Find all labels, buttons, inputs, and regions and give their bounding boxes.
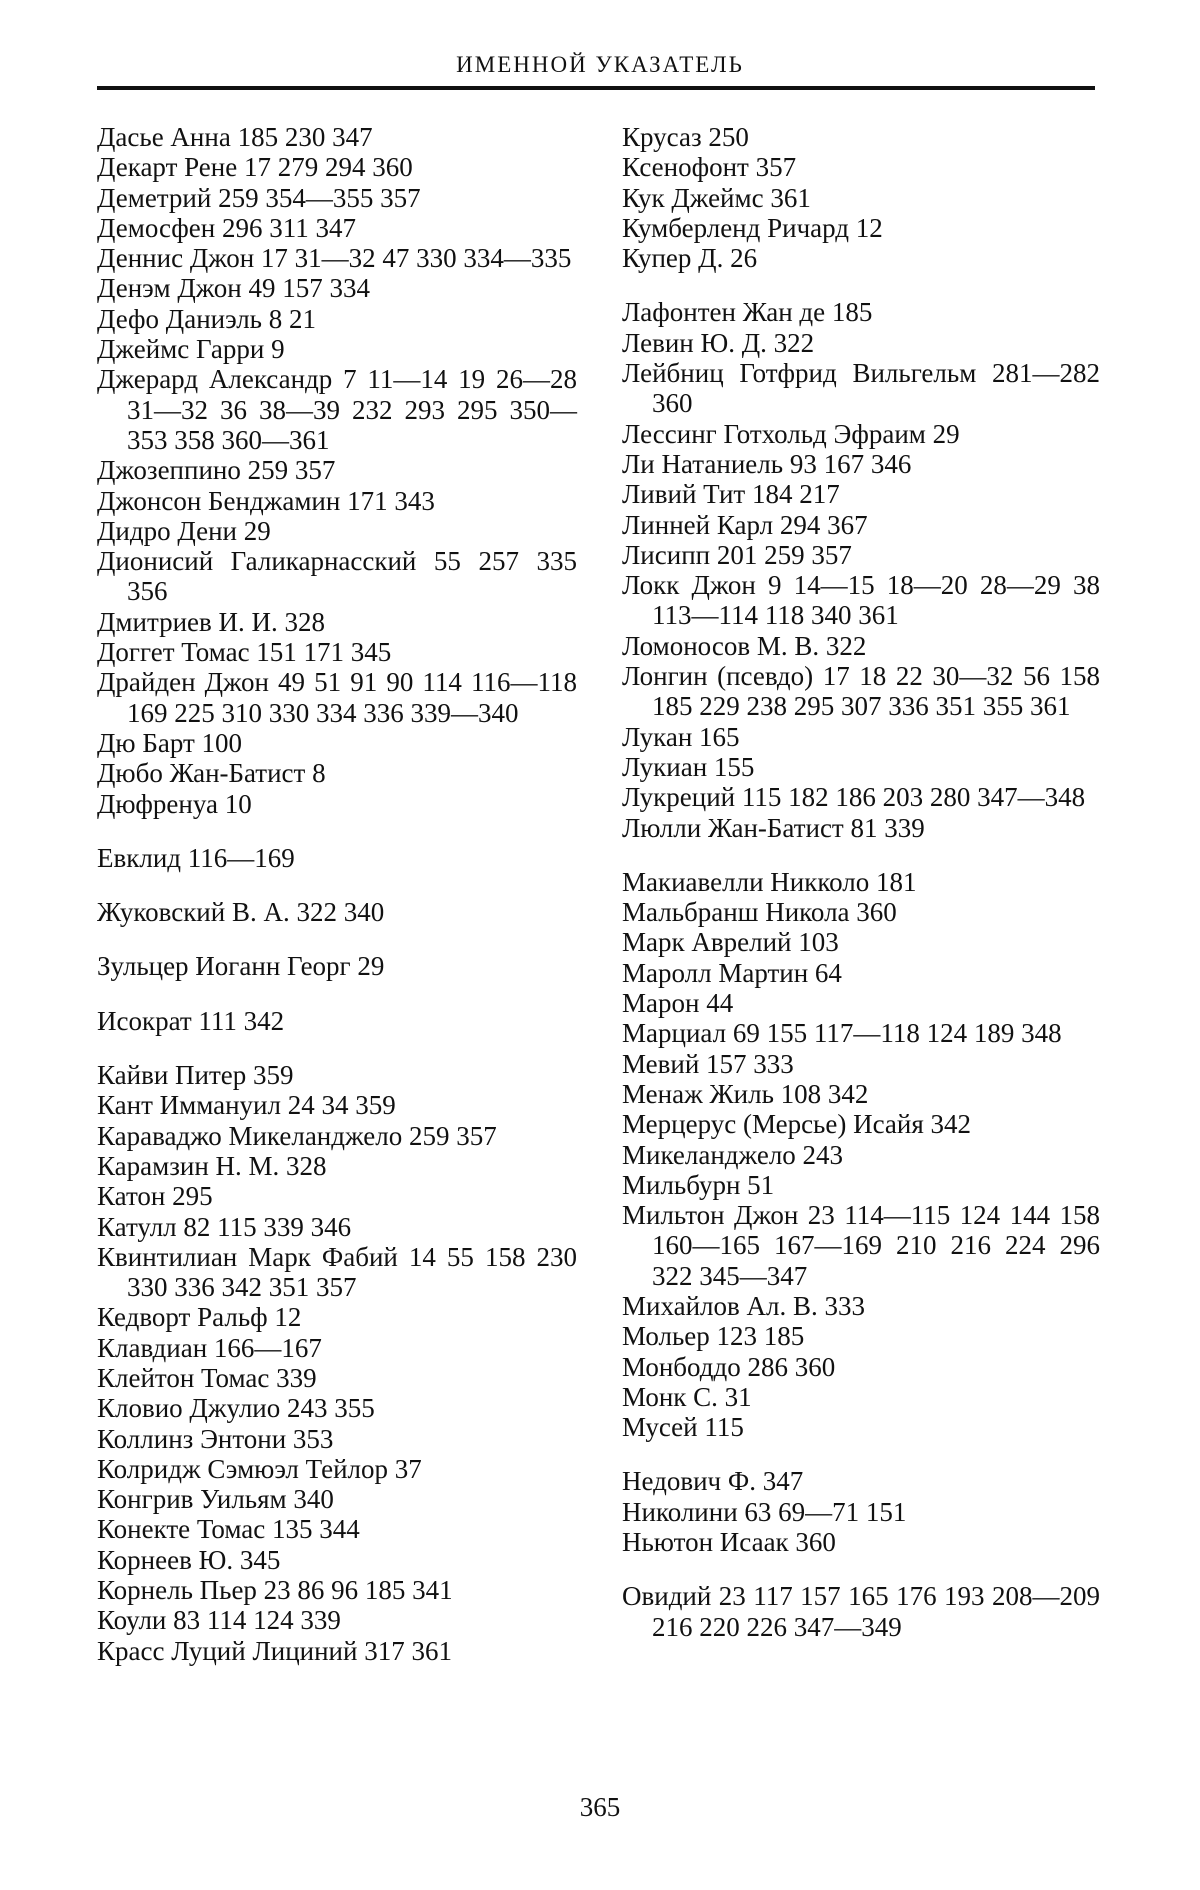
index-entry: Жуковский В. А. 322 340 xyxy=(97,897,385,928)
index-entry: Локк Джон 9 14—15 18—20 28—29 38 113—114 118 340 361 xyxy=(622,570,1100,631)
index-entry: Лафонтен Жан де 185 xyxy=(622,297,873,328)
index-entry: Ломоносов М. В. 322 xyxy=(622,630,867,661)
index-entry: Кедворт Ральф 12 xyxy=(97,1302,302,1333)
index-entry: Клавдиан 166—167 xyxy=(97,1332,322,1363)
index-entry: Дю Барт 100 xyxy=(97,727,243,758)
index-entry: Мильбурн 51 xyxy=(622,1169,775,1200)
index-entry: Джозеппино 259 357 xyxy=(97,455,336,486)
index-entry: Коллинз Энтони 353 xyxy=(97,1423,334,1454)
index-entry: Исократ 111 342 xyxy=(97,1005,285,1036)
index-entry: Монк С. 31 xyxy=(622,1381,752,1412)
page-number: 365 xyxy=(579,1792,621,1822)
index-entry: Менаж Жиль 108 342 xyxy=(622,1078,869,1109)
index-entry: Кловио Джулио 243 355 xyxy=(97,1393,375,1424)
index-entry: Ньютон Исаак 360 xyxy=(622,1527,836,1558)
index-entry: Конекте Томас 135 344 xyxy=(97,1514,360,1545)
index-entry: Недович Ф. 347 xyxy=(622,1466,804,1497)
index-entry: Корнеев Ю. 345 xyxy=(97,1544,281,1575)
index-entry: Кайви Питер 359 xyxy=(97,1060,294,1091)
index-entry: Люлли Жан-Батист 81 339 xyxy=(622,812,925,843)
index-entry: Микеланджело 243 xyxy=(622,1139,844,1170)
index-entry: Дефо Даниэль 8 21 xyxy=(97,303,316,334)
index-entry: Катон 295 xyxy=(97,1181,213,1212)
index-entry: Мильтон Джон 23 114—115 124 144 158 160—165 167—169 210 216 224 296 322 345—347 xyxy=(622,1200,1100,1291)
index-entry: Декарт Рене 17 279 294 360 xyxy=(97,152,413,183)
index-entry: Джерард Александр 7 11—14 19 26—28 31—32 36 38—39 232 293 295 350—353 358 360—361 xyxy=(97,364,577,455)
index-entry: Колридж Сэмюэл Тейлор 37 xyxy=(97,1453,422,1484)
index-entry: Красс Луций Лициний 317 361 xyxy=(97,1635,452,1666)
index-entry: Деметрий 259 354—355 357 xyxy=(97,182,421,213)
index-entry: Денэм Джон 49 157 334 xyxy=(97,273,370,304)
index-entry: Мерцерус (Мерсье) Исайя 342 xyxy=(622,1109,972,1140)
index-entry: Доггет Томас 151 171 345 xyxy=(97,637,392,668)
index-entry: Марциал 69 155 117—118 124 189 348 xyxy=(622,1018,1062,1049)
index-entry: Дмитриев И. И. 328 xyxy=(97,606,326,637)
index-column-left xyxy=(97,122,577,1666)
index-entry: Евклид 116—169 xyxy=(97,842,295,873)
index-entry: Джеймс Гарри 9 xyxy=(97,334,285,365)
index-entry: Лейбниц Готфрид Вильгельм 281—282 360 xyxy=(622,358,1100,419)
index-entry: Караваджо Микеланджело 259 357 xyxy=(97,1120,497,1151)
index-entry: Корнель Пьер 23 86 96 185 341 xyxy=(97,1575,453,1606)
index-entry: Драйден Джон 49 51 91 90 114 116—118 169 225 310 330 334 336 339—340 xyxy=(97,667,577,728)
index-entry: Дасье Анна 185 230 347 xyxy=(97,122,373,152)
index-entry: Лукреций 115 182 186 203 280 347—348 xyxy=(622,782,1086,813)
index-entry: Марк Аврелий 103 xyxy=(622,927,839,958)
index-entry: Маролл Мартин 64 xyxy=(622,957,842,988)
index-entry: Ксенофонт 357 xyxy=(622,152,797,183)
index-entry: Квинтилиан Марк Фабий 14 55 158 230 330 336 342 351 357 xyxy=(97,1241,577,1303)
index-entry: Николини 63 69—71 151 xyxy=(622,1496,907,1527)
index-entry: Лисипп 201 259 357 xyxy=(622,539,852,570)
index-entry: Кумберленд Ричард 12 xyxy=(622,212,883,243)
index-entry: Катулл 82 115 339 346 xyxy=(97,1211,352,1242)
index-entry: Купер Д. 26 xyxy=(622,243,758,274)
index-entry: Деннис Джон 17 31—32 47 330 334—335 xyxy=(97,243,572,274)
header-rule xyxy=(97,86,1095,90)
index-entry: Конгрив Уильям 340 xyxy=(97,1484,334,1515)
index-entry: Монбоддо 286 360 xyxy=(622,1351,836,1382)
index-entry: Лукан 165 xyxy=(622,721,740,752)
index-entry: Дидро Дени 29 xyxy=(97,515,271,546)
index-entry: Ли Натаниель 93 167 346 xyxy=(622,448,912,479)
index-entry: Демосфен 296 311 347 xyxy=(97,212,356,243)
index-entry: Лонгин (псевдо) 17 18 22 30—32 56 158 185 229 238 295 307 336 351 355 361 xyxy=(622,661,1100,722)
index-column-right xyxy=(622,122,1100,1642)
index-entry: Карамзин Н. М. 328 xyxy=(97,1150,327,1181)
index-entry: Макиавелли Никколо 181 xyxy=(622,866,917,897)
index-entry: Джонсон Бенджамин 171 343 xyxy=(97,485,435,516)
index-entry: Дюфренуа 10 xyxy=(97,788,252,819)
index-entry: Овидий 23 117 157 165 176 193 208—209 216 220 226 347—349 xyxy=(622,1581,1100,1642)
index-entry: Клейтон Томас 339 xyxy=(97,1362,317,1393)
index-entry: Дюбо Жан-Батист 8 xyxy=(97,758,326,789)
index-entry: Лукиан 155 xyxy=(622,751,755,782)
index-entry: Зульцер Иоганн Георг 29 xyxy=(97,951,385,982)
index-entry: Кук Джеймс 361 xyxy=(622,182,811,213)
index-entry: Мусей 115 xyxy=(622,1412,744,1443)
index-entry: Лессинг Готхольд Эфраим 29 xyxy=(622,418,960,449)
index-entry: Линней Карл 294 367 xyxy=(622,509,868,540)
index-entry: Марон 44 xyxy=(622,988,734,1019)
index-entry: Мальбранш Никола 360 xyxy=(622,897,897,928)
index-entry: Ливий Тит 184 217 xyxy=(622,479,840,510)
index-entry: Мольер 123 185 xyxy=(622,1321,805,1352)
index-entry: Коули 83 114 124 339 xyxy=(97,1605,341,1636)
index-entry: Левин Ю. Д. 322 xyxy=(622,327,815,358)
index-entry: Дионисий Галикарнасский 55 257 335 356 xyxy=(97,546,577,607)
index-entry: Михайлов Ал. В. 333 xyxy=(622,1290,865,1321)
index-entry: Мевий 157 333 xyxy=(622,1048,794,1079)
index-entry: Кант Иммануил 24 34 359 xyxy=(97,1090,396,1121)
index-entry: Крусаз 250 xyxy=(622,122,749,152)
running-head: ИМЕННОЙ УКАЗАТЕЛЬ xyxy=(456,52,744,77)
